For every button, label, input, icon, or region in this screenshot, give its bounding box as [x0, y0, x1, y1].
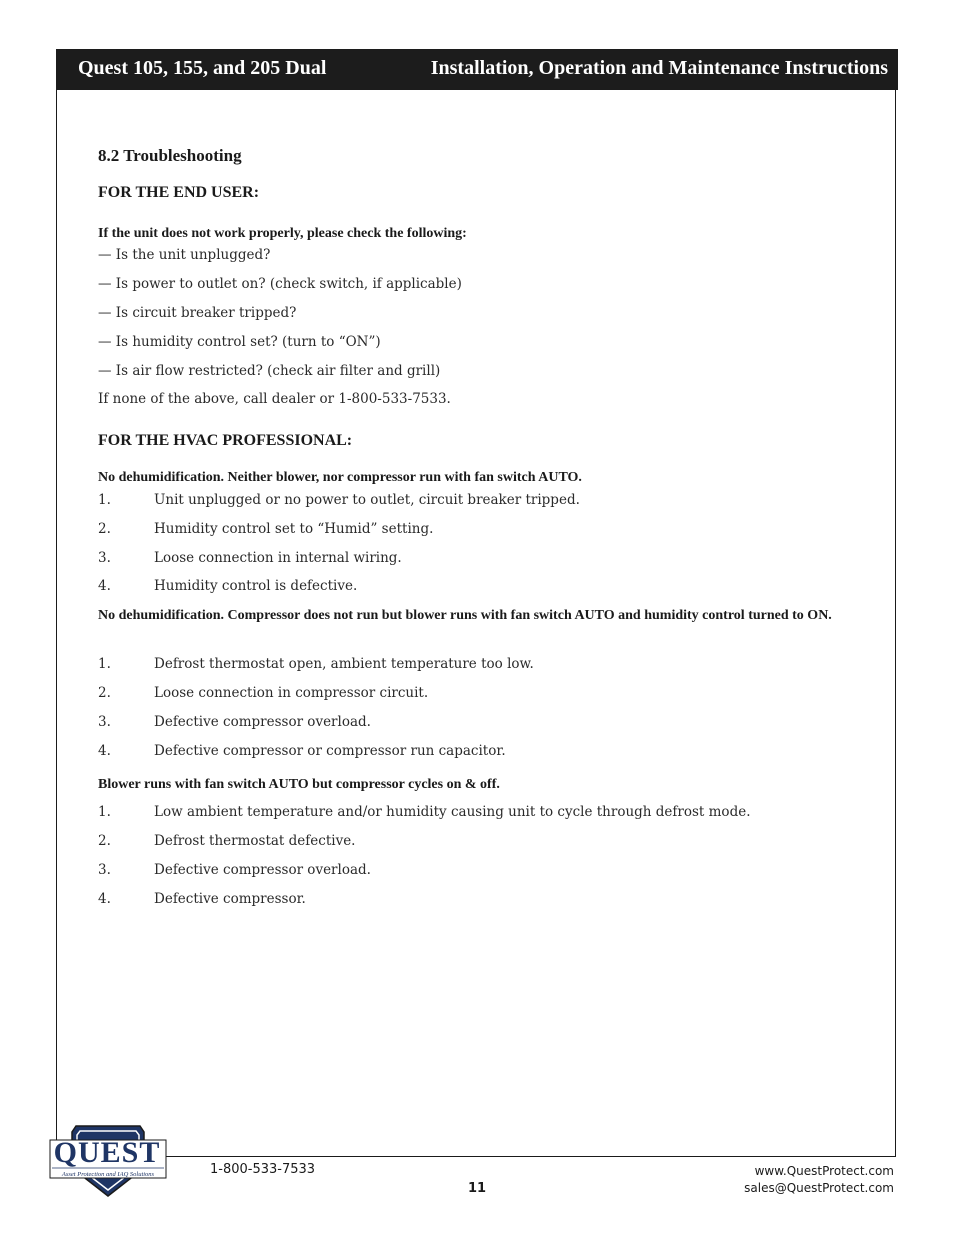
list-item	[98, 891, 858, 911]
logo-tagline: Asset Protection and IAQ Solutions	[61, 1171, 155, 1178]
end-user-check: — Is the unit unplugged?	[98, 247, 271, 263]
list-item-number: 3.	[98, 714, 111, 730]
end-user-check: — Is circuit breaker tripped?	[98, 305, 297, 321]
list-item-number: 1.	[98, 804, 111, 820]
end-user-heading: FOR THE END USER:	[98, 184, 260, 201]
list-item-text: Defective compressor or compressor run capacitor.	[154, 743, 506, 759]
list-item-text: Defective compressor.	[154, 891, 306, 907]
list-item	[98, 804, 858, 824]
list-item-text: Defrost thermostat open, ambient temperature too low.	[154, 656, 534, 672]
list-item-text: Loose connection in compressor circuit.	[154, 685, 429, 701]
list-item	[98, 714, 858, 734]
list-item	[98, 578, 858, 598]
header-product-title: Quest 105, 155, and 205 Dual	[78, 57, 327, 79]
list-item-text: Humidity control set to “Humid” setting.	[154, 521, 434, 537]
list-item	[98, 656, 858, 676]
list-item-number: 1.	[98, 656, 111, 672]
list-item-number: 4.	[98, 578, 111, 594]
list-item-text: Humidity control is defective.	[154, 578, 358, 594]
list-item-number: 3.	[98, 550, 111, 566]
list-item-number: 2.	[98, 685, 111, 701]
list-item	[98, 685, 858, 705]
footer-website[interactable]: www.QuestProtect.com	[754, 1164, 894, 1178]
hvac-problem-lead: No dehumidification. Compressor does not run but blower runs with fan switch AUTO and humidity control turned to ON.	[98, 608, 832, 623]
logo-wordmark: QUEST	[53, 1136, 161, 1169]
end-user-check: — Is air flow restricted? (check air filter and grill)	[98, 363, 441, 379]
list-item-number: 2.	[98, 521, 111, 537]
list-item-text: Defective compressor overload.	[154, 862, 371, 878]
hvac-heading: FOR THE HVAC PROFESSIONAL:	[98, 432, 353, 449]
footer-contact	[744, 1163, 894, 1197]
list-item	[98, 862, 858, 882]
end-user-closing: If none of the above, call dealer or 1-800-533-7533.	[98, 391, 451, 407]
page-frame	[56, 49, 896, 1157]
end-user-lead: If the unit does not work properly, please check the following:	[98, 226, 467, 241]
end-user-check: — Is power to outlet on? (check switch, if applicable)	[98, 276, 462, 292]
list-item	[98, 521, 858, 541]
footer-phone: 1-800-533-7533	[210, 1162, 316, 1177]
list-item-number: 1.	[98, 492, 111, 508]
list-item	[98, 833, 858, 853]
list-item-text: Defective compressor overload.	[154, 714, 371, 730]
hvac-problem-lead: No dehumidification. Neither blower, nor compressor run with fan switch AUTO.	[98, 470, 582, 485]
page-number: 11	[468, 1181, 487, 1196]
list-item	[98, 492, 858, 512]
list-item-number: 3.	[98, 862, 111, 878]
end-user-check: — Is humidity control set? (turn to “ON”)	[98, 334, 381, 350]
hvac-problem-lead: Blower runs with fan switch AUTO but compressor cycles on & off.	[98, 777, 500, 792]
list-item-text: Loose connection in internal wiring.	[154, 550, 402, 566]
quest-logo	[48, 1122, 168, 1198]
list-item-text: Unit unplugged or no power to outlet, circuit breaker tripped.	[154, 492, 580, 508]
page-header	[56, 49, 898, 90]
header-document-title: Installation, Operation and Maintenance Instructions	[430, 57, 888, 79]
section-title: 8.2 Troubleshooting	[98, 146, 242, 165]
list-item	[98, 743, 858, 763]
list-item-number: 4.	[98, 891, 111, 907]
list-item-text: Low ambient temperature and/or humidity causing unit to cycle through defrost mode.	[154, 804, 751, 820]
list-item	[98, 550, 858, 570]
list-item-text: Defrost thermostat defective.	[154, 833, 356, 849]
list-item-number: 2.	[98, 833, 111, 849]
footer-email[interactable]: sales@QuestProtect.com	[744, 1181, 894, 1195]
list-item-number: 4.	[98, 743, 111, 759]
